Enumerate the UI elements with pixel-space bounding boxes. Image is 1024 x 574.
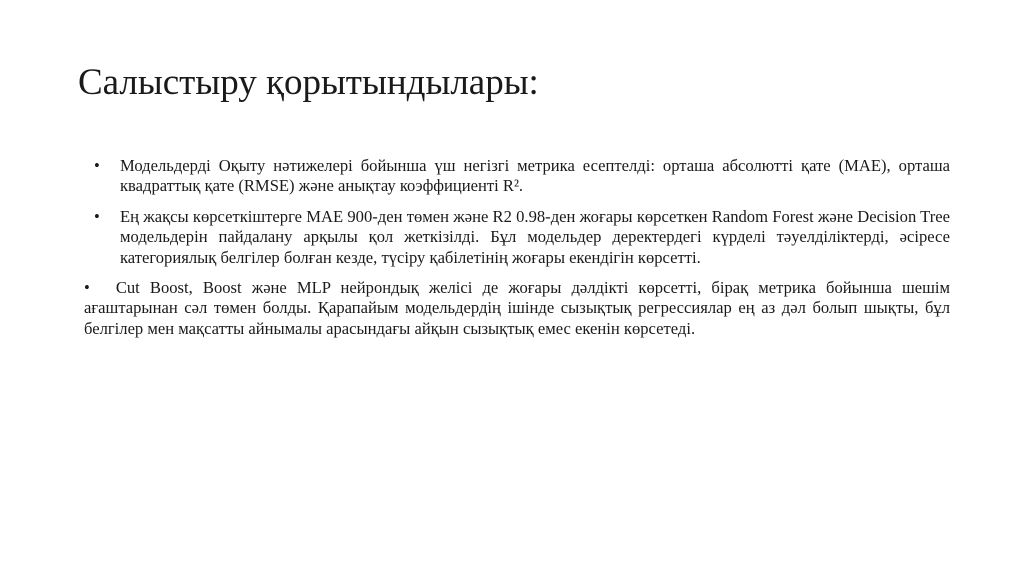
- bullet-marker: •: [84, 278, 90, 298]
- bullet-text: Модельдерді Оқыту нәтижелері бойынша үш негізгі метрика есептелді: орташа абсолютті қате (MAE), орташа квадраттық қате (RMSE) және анықтау коэффициенті R².: [120, 156, 950, 196]
- bullet-text: Cut Boost, Boost және MLP нейрондық желісі де жоғары дәлдікті көрсетті, бірақ метрика бойынша шешім ағаштарынан сәл төмен болды. Қарапайым модельдердің ішінде сызықтық регрессиялар ең аз дәл болып шықты, бұл белгілер мен мақсатты айнымалы арасындағы айқын сызықтық емес екенін көрсетеді.: [84, 278, 950, 338]
- bullet-item-3: [84, 278, 950, 339]
- bullet-list: [84, 156, 950, 349]
- bullet-marker: •: [94, 206, 100, 226]
- bullet-marker: •: [94, 156, 100, 175]
- slide-title: Салыстыру қорытындылары:: [78, 62, 539, 103]
- bullet-text: Ең жақсы көрсеткіштерге MAE 900-ден төмен және R2 0.98-ден жоғары көрсеткен Random Forest және Decision Tree модельдерін пайдалану арқылы қол жеткізілді. Бұл модельдер деректердегі күрделі тәуелділіктерді, әсіресе категориялық белгілер болған кезде, түсіру қабілетінің жоғары екендігін көрсетті.: [120, 206, 950, 267]
- bullet-item-2: [94, 207, 950, 268]
- bullet-item-1: [94, 156, 950, 197]
